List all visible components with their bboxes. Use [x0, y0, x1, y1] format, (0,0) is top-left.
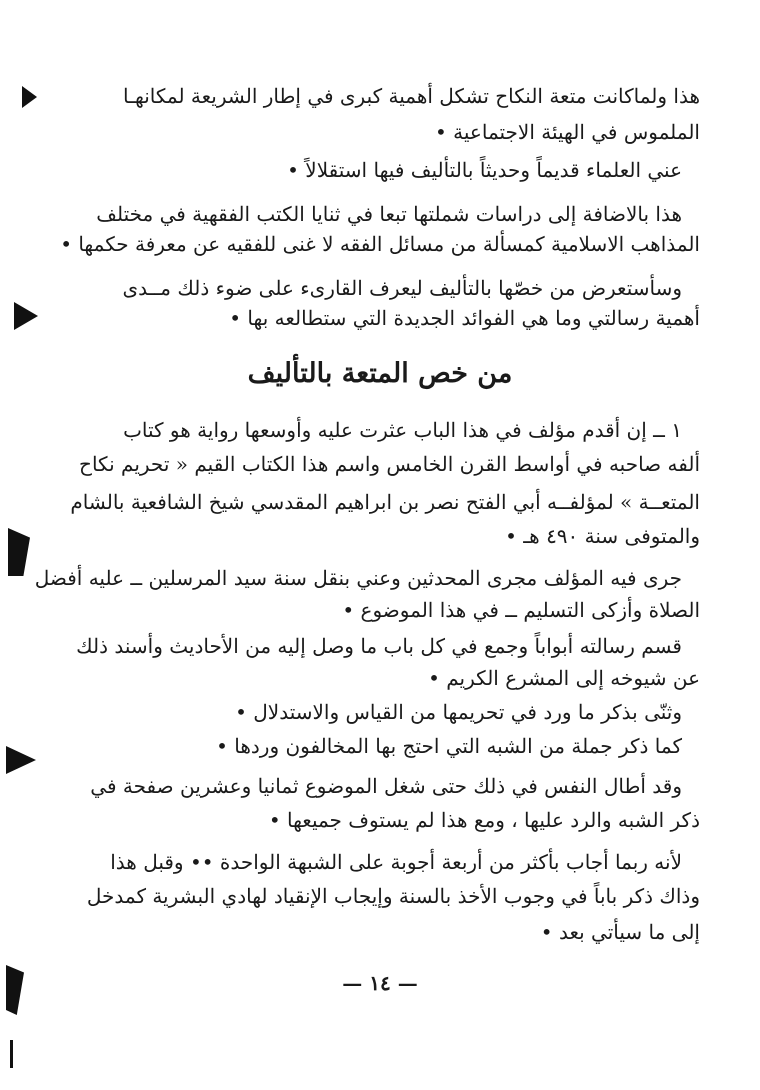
- text-line: أهمية رسالتي وما هي الفوائد الجديدة التي ستطالعه بها •: [229, 306, 700, 330]
- text-line: ١ ــ إن أقدم مؤلف في هذا الباب عثرت عليه وأوسعها رواية هو كتاب: [123, 418, 682, 442]
- margin-tab-marker: [8, 528, 30, 576]
- text-line: المذاهب الاسلامية كمسألة من مسائل الفقه لا غنى للفقيه عن معرفة حكمها •: [60, 232, 700, 256]
- text-line: وذاك ذكر باباً في وجوب الأخذ بالسنة وإيجاب الإنقياد لهادي البشرية كمدخل: [86, 884, 700, 908]
- margin-tab-marker: [6, 746, 36, 774]
- text-line: قسم رسالته أبواباً وجمع في كل باب ما وصل إليه من الأحاديث وأسند ذلك: [76, 634, 682, 658]
- page-number: — ١٤ —: [342, 971, 418, 995]
- section-heading: من خص المتعة بالتأليف: [247, 358, 513, 389]
- authors-section: [34, 0, 700, 960]
- text-line: إلى ما سيأتي بعد •: [540, 920, 700, 944]
- margin-tab-marker: [22, 86, 37, 108]
- text-line: ذكر الشبه والرد عليها ، ومع هذا لم يستوف جميعها •: [268, 808, 700, 832]
- text-line: عني العلماء قديماً وحديثاً بالتأليف فيها استقلالاً •: [287, 158, 682, 182]
- text-line: هذا ولماكانت متعة النكاح تشكل أهمية كبرى في إطار الشريعة لمكانهـا: [123, 84, 700, 108]
- text-line: كما ذكر جملة من الشبه التي احتج بها المخالفون وردها •: [216, 734, 682, 758]
- text-line: الملموس في الهيئة الاجتماعية •: [435, 120, 700, 144]
- text-line: عن شيوخه إلى المشرع الكريم •: [428, 666, 700, 690]
- text-line: هذا بالاضافة إلى دراسات شملتها تبعا في ثنايا الكتب الفقهية في مختلف: [96, 202, 682, 226]
- text-line: الصلاة وأزكى التسليم ــ في هذا الموضوع •: [342, 598, 700, 622]
- text-line: والمتوفى سنة ٤٩٠ هـ •: [505, 524, 700, 548]
- text-line: المتعــة » لمؤلفــه أبي الفتح نصر بن ابراهيم المقدسي شيخ الشافعية بالشام: [70, 490, 700, 514]
- margin-edge-mark: [10, 1040, 13, 1068]
- text-line: وسأستعرض من خصّها بالتأليف ليعرف القارىء على ضوء ذلك مــدى: [122, 276, 682, 300]
- text-line: لأنه ربما أجاب بأكثر من أربعة أجوبة على الشبهة الواحدة •• وقبل هذا: [110, 850, 682, 874]
- text-line: ألفه صاحبه في أواسط القرن الخامس واسم هذا الكتاب القيم « تحريم نكاح: [79, 452, 700, 476]
- margin-tab-marker: [14, 302, 38, 330]
- text-line: جرى فيه المؤلف مجرى المحدثين وعني بنقل سنة سيد المرسلين ــ عليه أفضل: [34, 566, 682, 590]
- text-line: وثنّى بذكر ما ورد في تحريمها من القياس والاستدلال •: [235, 700, 682, 724]
- text-line: وقد أطال النفس في ذلك حتى شغل الموضوع ثمانيا وعشرين صفحة في: [90, 774, 682, 798]
